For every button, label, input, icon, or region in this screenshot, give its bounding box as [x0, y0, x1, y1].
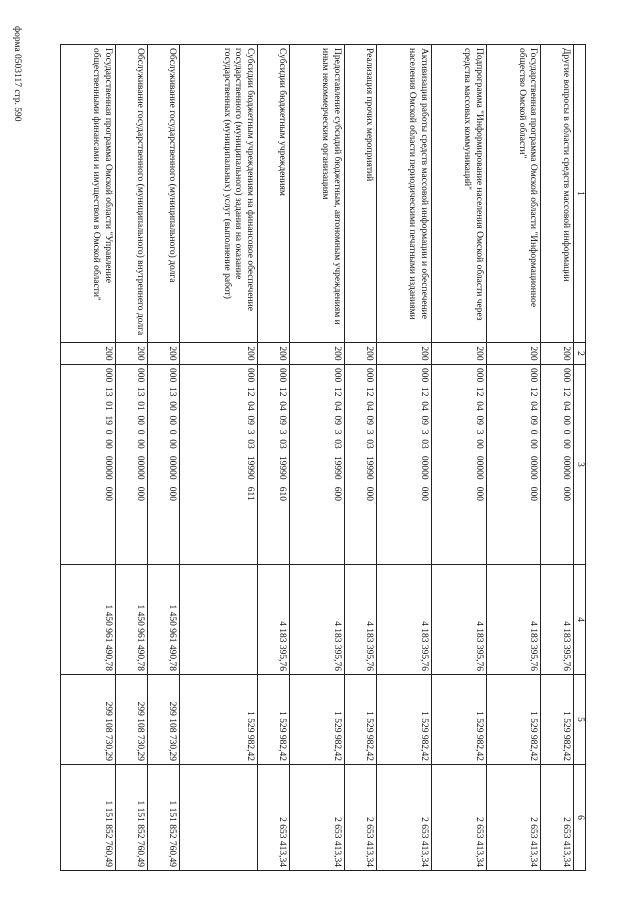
row-classification-code-cell: 000 13 01 19 0 00 00000 000	[61, 365, 116, 565]
row-classification-code-cell: 000 12 04 09 3 03 00000 000	[377, 365, 432, 565]
row-approved-cell	[180, 565, 257, 675]
form-page-reference: форма 0503117 стр. 590	[12, 26, 22, 122]
row-line-code-cell: 200	[541, 343, 573, 365]
row-line-code-cell: 200	[148, 343, 180, 365]
row-line-code-cell: 200	[289, 343, 344, 365]
row-executed-cell: 1 529 982,42	[541, 675, 573, 765]
row-executed-cell: 1 529 982,42	[257, 675, 289, 765]
row-unexecuted-cell: 2 653 413,34	[257, 765, 289, 871]
table-row	[541, 45, 573, 871]
row-line-code-cell: 200	[344, 343, 376, 365]
row-approved-cell: 1 450 961 490,78	[115, 565, 147, 675]
table-row	[115, 45, 147, 871]
row-unexecuted-cell: 2 653 413,34	[377, 765, 432, 871]
row-unexecuted-cell: 1 151 852 760,49	[148, 765, 180, 871]
row-name-cell: Субсидии бюджетным учреждениям	[257, 45, 289, 343]
row-classification-code-cell: 000 13 01 00 0 00 00000 000	[115, 365, 147, 565]
column-header-classification-code: 3	[573, 365, 585, 565]
row-unexecuted-cell: 1 151 852 760,49	[115, 765, 147, 871]
row-classification-code-cell: 000 12 04 09 3 03 19990 600	[289, 365, 344, 565]
row-name-cell: Обслуживание государственного (муниципального) долга	[148, 45, 180, 343]
row-executed-cell: 1 529 982,42	[289, 675, 344, 765]
table-row	[61, 45, 116, 871]
row-approved-cell: 4 183 395,76	[344, 565, 376, 675]
row-executed-cell: 299 108 730,29	[148, 675, 180, 765]
row-classification-code-cell: 000 12 04 09 3 03 19990 000	[344, 365, 376, 565]
row-name-cell: Подпрограмма "Информирование населения Омской области через средства массовых коммуникаций"	[431, 45, 486, 343]
row-line-code-cell: 200	[486, 343, 541, 365]
row-unexecuted-cell: 2 653 413,34	[289, 765, 344, 871]
row-line-code-cell: 200	[257, 343, 289, 365]
column-header-name: 1	[573, 45, 585, 343]
row-unexecuted-cell	[180, 765, 257, 871]
table-row	[377, 45, 432, 871]
column-header-unexecuted: 6	[573, 765, 585, 871]
row-unexecuted-cell: 2 653 413,34	[344, 765, 376, 871]
row-executed-cell: 299 108 730,29	[61, 675, 116, 765]
row-classification-code-cell: 000 12 04 09 0 00 00000 000	[486, 365, 541, 565]
row-approved-cell: 4 183 395,76	[541, 565, 573, 675]
row-line-code-cell: 200	[115, 343, 147, 365]
row-name-cell: Предоставление субсидий бюджетным, автономным учреждениям и иным некоммерческим организациям	[289, 45, 344, 343]
row-executed-cell: 1 529 982,42	[431, 675, 486, 765]
table-row	[180, 45, 257, 871]
budget-execution-table	[60, 44, 586, 871]
row-executed-cell: 1 529 982,42	[344, 675, 376, 765]
rotated-page	[60, 44, 586, 870]
row-name-cell: Активизация работы средств массовой информации и обеспечение населения Омской области периодическими печатными изданиями	[377, 45, 432, 343]
row-approved-cell: 4 183 395,76	[486, 565, 541, 675]
row-classification-code-cell: 000 12 04 09 3 03 19990 610	[257, 365, 289, 565]
row-name-cell: Субсидии бюджетным учреждениям на финансовое обеспечение государственного (муниципального) задания на оказание государственных (муниципальных) услуг (выполнение работ)	[180, 45, 257, 343]
row-approved-cell: 4 183 395,76	[289, 565, 344, 675]
row-approved-cell: 4 183 395,76	[257, 565, 289, 675]
column-header-approved: 4	[573, 565, 585, 675]
table-row	[257, 45, 289, 871]
row-executed-cell: 1 529 982,42	[377, 675, 432, 765]
row-approved-cell: 4 183 395,76	[377, 565, 432, 675]
row-classification-code-cell: 000 12 04 09 3 03 19990 611	[180, 365, 257, 565]
table-row	[148, 45, 180, 871]
table-row	[486, 45, 541, 871]
row-name-cell: Реализация прочих мероприятий	[344, 45, 376, 343]
row-name-cell: Обслуживание государственного (муниципального) внутреннего долга	[115, 45, 147, 343]
row-unexecuted-cell: 2 653 413,34	[541, 765, 573, 871]
row-name-cell: Другие вопросы в области средств массовой информации	[541, 45, 573, 343]
column-header-line-code: 2	[573, 343, 585, 365]
table-row	[431, 45, 486, 871]
row-approved-cell: 1 450 961 490,78	[148, 565, 180, 675]
row-name-cell: Государственная программа Омской области "Информационное общество Омской области"	[486, 45, 541, 343]
row-unexecuted-cell: 2 653 413,34	[486, 765, 541, 871]
column-header-executed: 5	[573, 675, 585, 765]
column-number-row	[573, 45, 585, 871]
table-row	[344, 45, 376, 871]
row-line-code-cell: 200	[61, 343, 116, 365]
row-unexecuted-cell: 1 151 852 760,49	[61, 765, 116, 871]
row-approved-cell: 4 183 395,76	[431, 565, 486, 675]
row-executed-cell: 1 529 982,42	[180, 675, 257, 765]
row-line-code-cell: 200	[377, 343, 432, 365]
table-body	[61, 45, 574, 871]
table-row	[289, 45, 344, 871]
row-classification-code-cell: 000 13 00 00 0 00 00000 000	[148, 365, 180, 565]
row-line-code-cell: 200	[431, 343, 486, 365]
row-classification-code-cell: 000 12 04 09 3 00 00000 000	[431, 365, 486, 565]
row-approved-cell: 1 450 961 490,78	[61, 565, 116, 675]
row-executed-cell: 1 529 982,42	[486, 675, 541, 765]
row-unexecuted-cell: 2 653 413,34	[431, 765, 486, 871]
row-line-code-cell: 200	[180, 343, 257, 365]
row-classification-code-cell: 000 12 04 00 0 00 00000 000	[541, 365, 573, 565]
row-name-cell: Государственная программа Омской области "Управление общественными финансами и имуществом в Омской области"	[61, 45, 116, 343]
row-executed-cell: 299 108 730,29	[115, 675, 147, 765]
